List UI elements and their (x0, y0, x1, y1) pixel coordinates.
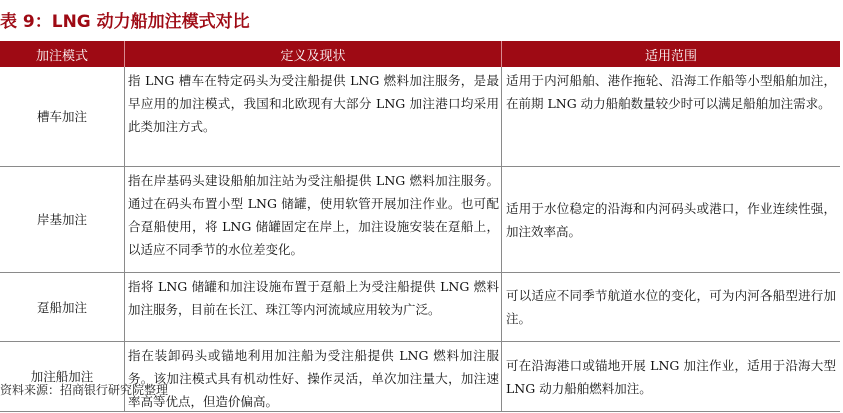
table-title: 表 9：LNG 动力船加注模式对比 (0, 12, 250, 32)
header-scope: 适用范围 (644, 48, 697, 64)
table-row (0, 67, 840, 167)
definition-cell: 指在装卸码头或锚地利用加注船为受注船提供 LNG 燃料加注服务。该加注模式具有机动性好、操作灵活，单次加注量大，加注速率高等优点，但造价偏高。 (125, 342, 502, 411)
mode-cell: 岸基加注 (0, 167, 125, 272)
header-definition: 定义及现状 (125, 41, 502, 67)
scope-cell: 适用于内河船舶、港作拖轮、沿海工作船等小型船舶加注，在前期 LNG 动力船舶数量较少时可以满足船舶加注需求。 (506, 73, 836, 111)
definition-cell: 指在岸基码头建设船舶加注站为受注船提供 LNG 燃料加注服务。通过在码头布置小型 LNG 储罐，使用软管开展加注作业。也可配合趸船使用，将 LNG 储罐固定在岸上，加注设施安装在趸船上，以适应不同季节的水位差变化。 (125, 167, 502, 272)
definition-cell: 指将 LNG 储罐和加注设施布置于趸船上为受注船提供 LNG 燃料加注服务，目前在长江、珠江等内河流域应用较为广泛。 (125, 273, 502, 341)
scope-cell: 适用于水位稳定的沿海和内河码头或港口，作业连续性强，加注效率高。 (506, 200, 836, 239)
header-mode: 加注模式 (0, 41, 125, 67)
mode-cell: 加注船加注 (0, 342, 125, 411)
table-row (0, 167, 840, 273)
definition-cell: 指 LNG 槽车在特定码头为受注船提供 LNG 燃料加注服务，是最早应用的加注模式，我国和北欧现有大部分 LNG 加注港口均采用此类加注方式。 (125, 67, 502, 166)
comparison-table (0, 41, 840, 412)
scope-cell: 可在沿海港口或锚地开展 LNG 加注作业，适用于沿海大型 LNG 动力船舶燃料加注。 (506, 357, 836, 396)
source-note: 资料来源：招商银行研究院整理 (0, 383, 169, 397)
mode-cell: 槽车加注 (0, 67, 125, 166)
table-row (0, 273, 840, 342)
mode-cell: 趸船加注 (0, 273, 125, 341)
scope-cell: 可以适应不同季节航道水位的变化，可为内河各船型进行加注。 (506, 288, 836, 326)
table-header (0, 41, 840, 67)
table-row (0, 342, 840, 412)
